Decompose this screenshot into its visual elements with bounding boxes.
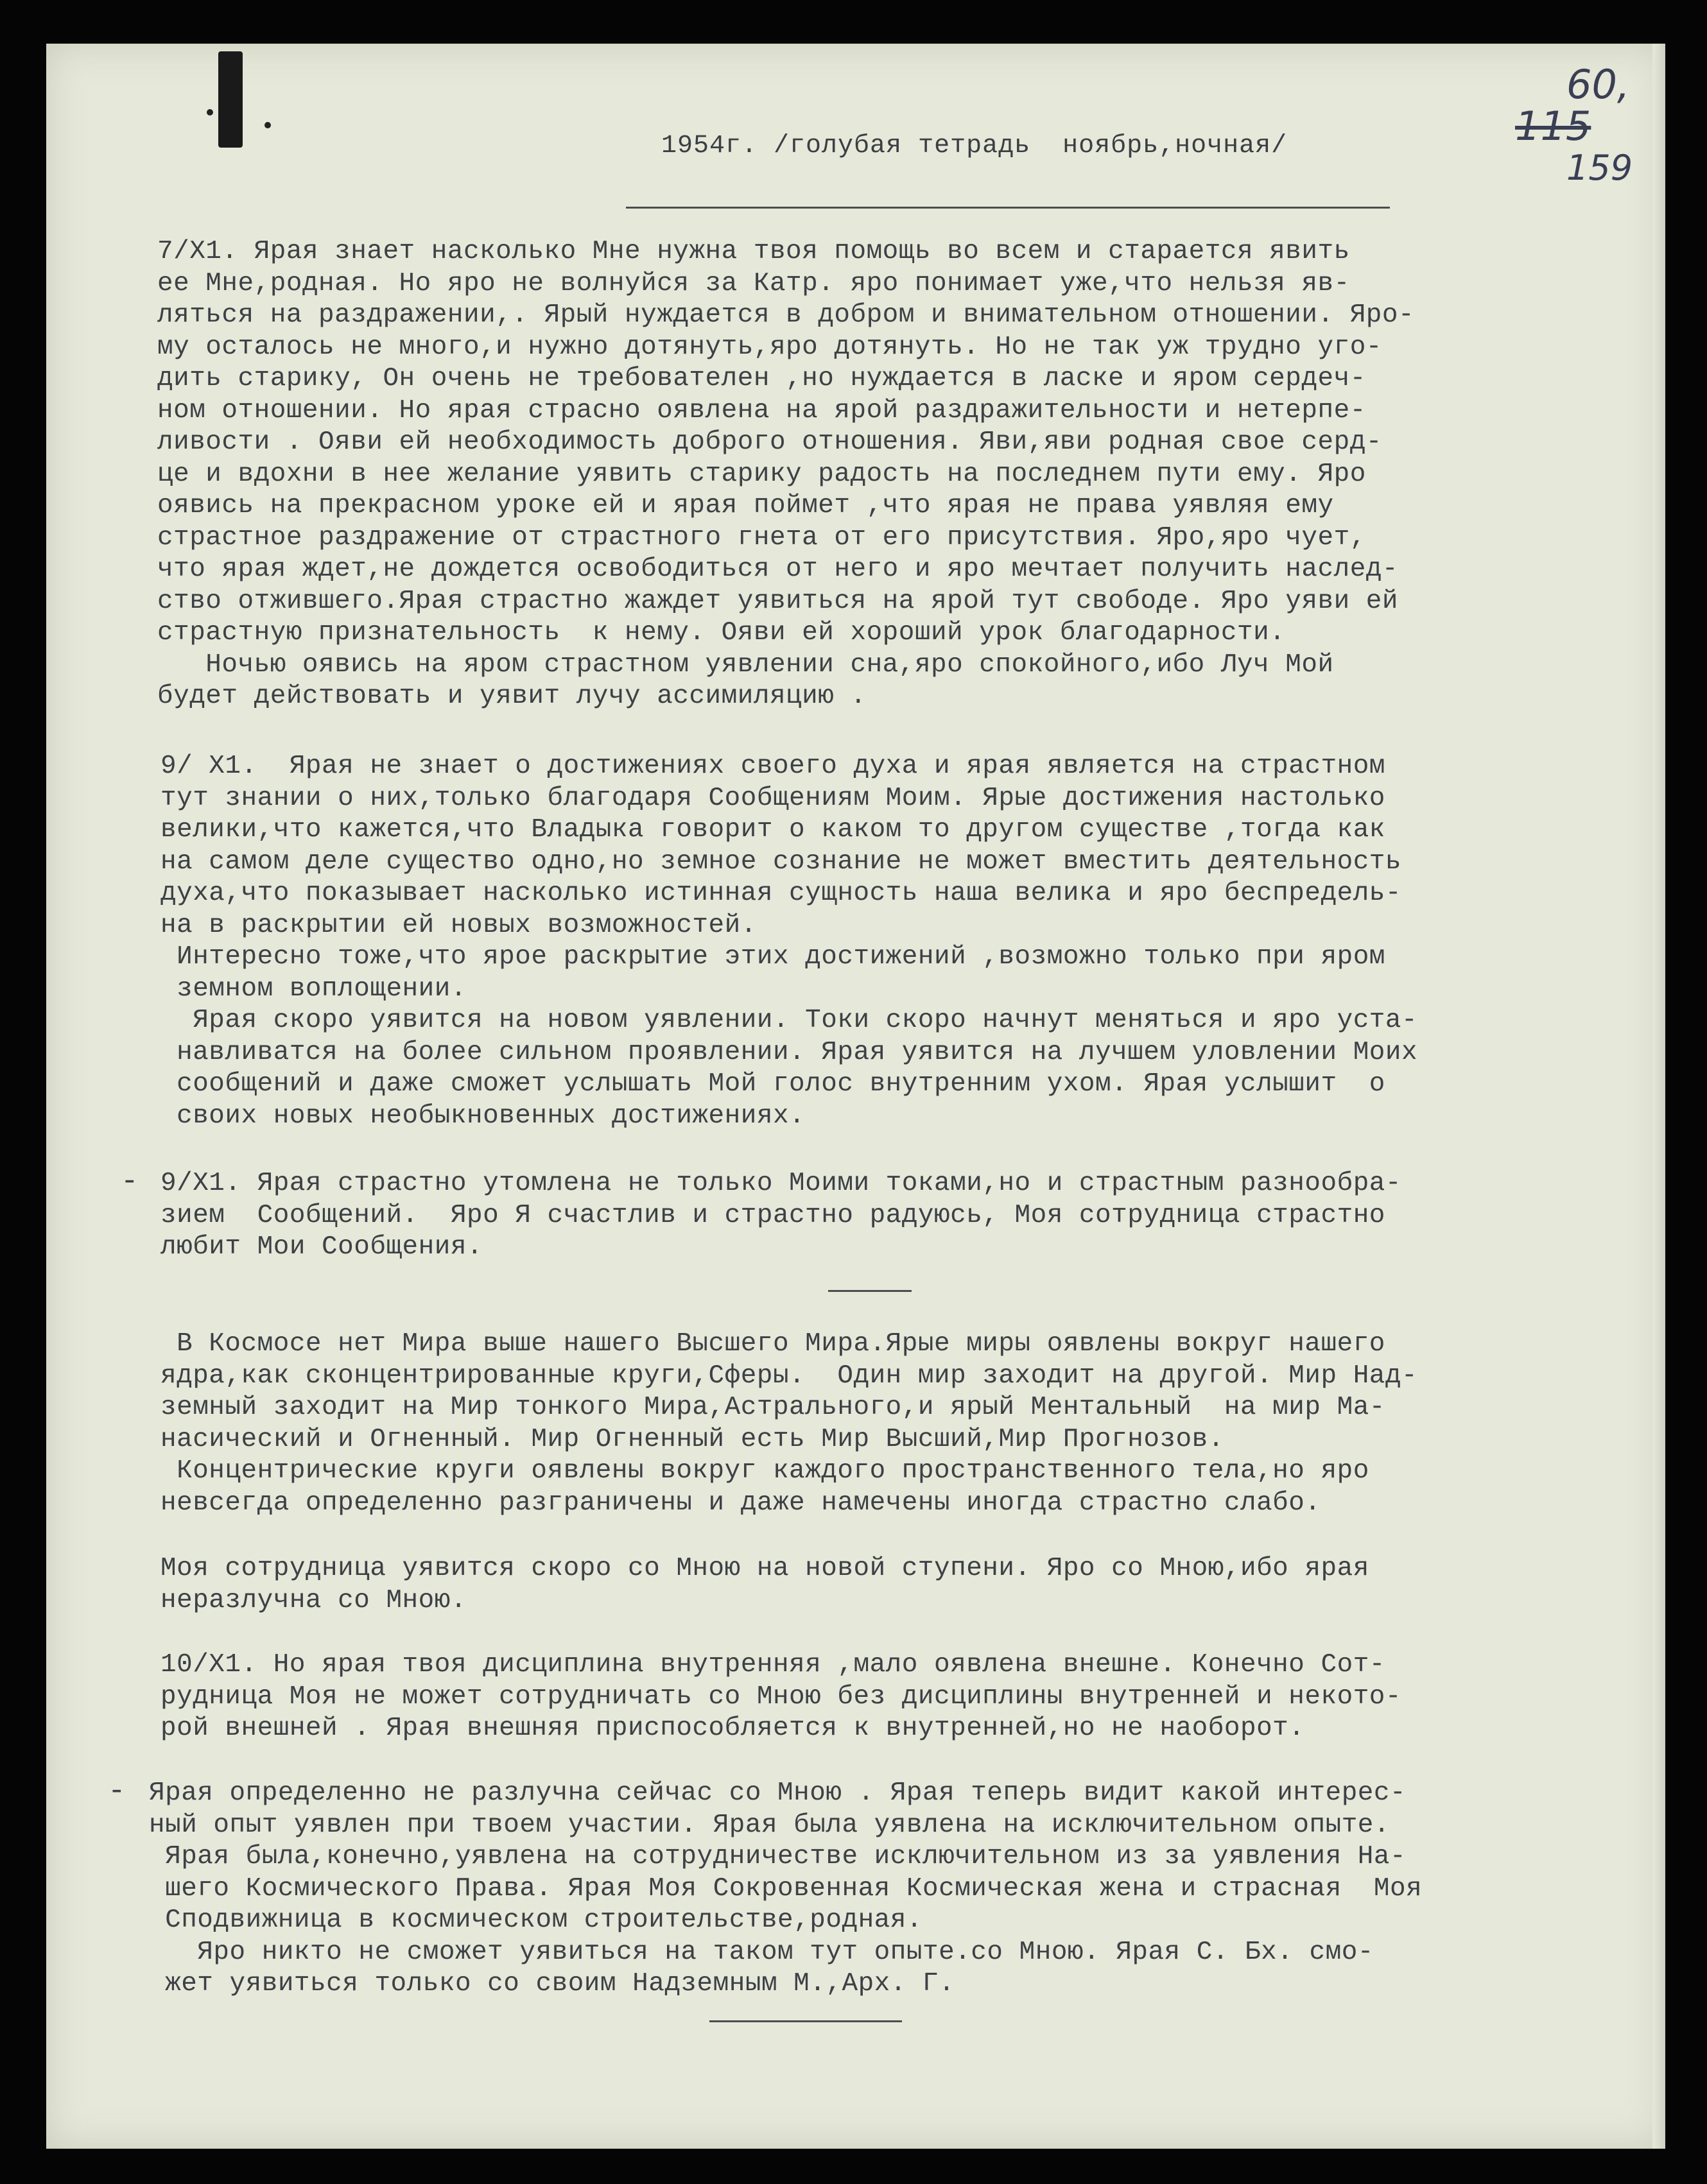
entry-10-xi-continued xyxy=(149,1778,1422,2000)
entry-7-xi xyxy=(157,236,1414,713)
text-line: ном отношении. Но ярая страсно оявлена на ярой раздражительности и нетерпе- xyxy=(157,395,1366,426)
text-line: му осталось не много,и нужно дотянуть,яро дотянуть. Но не так уж трудно уго- xyxy=(157,332,1382,362)
text-line: 9/ Х1. Ярая не знает о достижениях своего духа и ярая является на страстном xyxy=(160,752,1385,781)
margin-dash: - xyxy=(108,1775,126,1808)
text-line: ядра,как сконцентрированные круги,Сферы. Один мир заходит на другой. Мир Над- xyxy=(160,1361,1418,1391)
margin-dash: - xyxy=(121,1165,139,1198)
text-line: насический и Огненный. Мир Огненный есть Мир Высший,Мир Прогнозов. xyxy=(160,1424,1224,1454)
text-line: дить старику, Он очень не требователен ,но нуждается в ласке и яром сердеч- xyxy=(157,364,1366,393)
closing-rule xyxy=(709,2020,902,2022)
text-line: навливатся на более сильном проявлении. Ярая уявится на лучшем уловлении Моих xyxy=(160,1037,1418,1067)
header-rule xyxy=(626,207,1390,209)
archive-number-bottom: 159 xyxy=(1566,148,1633,188)
text-line: Ярая была,конечно,уявлена на сотрудничестве исключительном из за уявления На- xyxy=(149,1842,1407,1871)
sheet-edge xyxy=(1652,44,1665,2149)
text-line: 7/Х1. Ярая знает насколько Мне нужна твоя помощь во всем и старается явить xyxy=(157,237,1350,266)
text-line: на в раскрытии ей новых возможностей. xyxy=(160,910,757,940)
archive-number-top: 60, xyxy=(1566,61,1630,108)
text-line: Ярая скоро уявится на новом уявлении. Токи скоро начнут меняться и яро уста- xyxy=(160,1006,1418,1035)
text-line: страстную признательность к нему. Ояви ей хороший урок благодарности. xyxy=(157,618,1286,648)
archive-number-crossed: 115 xyxy=(1515,103,1591,150)
text-line: шего Космического Права. Ярая Моя Сокровенная Космическая жена и страсная Моя xyxy=(149,1873,1423,1904)
entry-10-xi xyxy=(160,1649,1401,1745)
text-line: духа,что показывает насколько истинная сущность наша велика и яро беспредель- xyxy=(160,879,1402,908)
cosmos-passage xyxy=(160,1328,1417,1519)
text-line: ее Мне,родная. Но яро не волнуйся за Катр. яро понимает уже,что нельзя яв- xyxy=(157,268,1350,298)
text-line: велики,что кажется,что Владыка говорит о каком то другом существе ,тогда как xyxy=(160,815,1385,845)
text-line: ливости . Ояви ей необходимость доброго отношения. Яви,яви родная свое серд- xyxy=(157,427,1382,457)
text-line: неразлучна со Мною. xyxy=(160,1585,467,1615)
text-line: рой внешней . Ярая внешняя приспособляется к внутренней,но не наоборот. xyxy=(160,1714,1305,1743)
binder-dot xyxy=(207,109,213,116)
text-line: невсегда определенно разграничены и даже намечены иногда страстно слабо. xyxy=(160,1488,1321,1518)
text-line: любит Мои Сообщения. xyxy=(160,1232,483,1262)
text-line: зием Сообщений. Яро Я счастлив и страстно радуюсь, Моя сотрудница страстно xyxy=(160,1200,1385,1230)
text-line: Ночью оявись на яром страстном уявлении сна,яро спокойного,ибо Луч Мой xyxy=(157,649,1334,680)
text-line: Моя сотрудница уявится скоро со Мною на новой ступени. Яро со Мною,ибо ярая xyxy=(160,1554,1369,1583)
text-line: земном воплощении. xyxy=(160,974,467,1004)
text-line: сообщений и даже сможет услышать Мой голос внутренним ухом. Ярая услышит о xyxy=(160,1069,1385,1099)
binder-mark xyxy=(218,51,243,148)
text-line: Яро никто не сможет уявиться на таком тут опыте.со Мною. Ярая С. Бх. смо- xyxy=(149,1937,1374,1967)
text-line: рудница Моя не может сотрудничать со Мною без дисциплины внутренней и некото- xyxy=(160,1681,1402,1712)
text-line: це и вдохни в нее желание уявить старику радость на последнем пути ему. Яро xyxy=(157,459,1366,489)
text-line: ный опыт уявлен при твоем участии. Ярая была уявлена на исключительном опыте. xyxy=(149,1810,1391,1840)
coworker-passage xyxy=(160,1553,1369,1617)
text-line: Концентрические круги оявлены вокруг каждого пространственного тела,но яро xyxy=(160,1456,1369,1486)
binder-dot xyxy=(264,122,271,128)
section-divider xyxy=(828,1290,912,1292)
text-line: страстное раздражение от страстного гнета от его присутствия. Яро,яро чует, xyxy=(157,522,1366,553)
text-line: В Космосе нет Мира выше нашего Высшего Мира.Ярые миры оявлены вокруг нашего xyxy=(160,1329,1385,1359)
text-line: земный заходит на Мир тонкого Мира,Астрального,и ярый Ментальный на мир Ма- xyxy=(160,1393,1385,1422)
text-line: ляться на раздражении,. Ярый нуждается в добром и внимательном отношении. Яро- xyxy=(157,300,1415,330)
text-line: будет действовать и уявит лучу ассимиляцию . xyxy=(157,682,867,711)
text-line: тут знании о них,только благодаря Сообщениям Моим. Ярые достижения настолько xyxy=(160,783,1385,813)
text-line: 10/Х1. Но ярая твоя дисциплина внутренняя ,мало оявлена внешне. Конечно Сот- xyxy=(160,1650,1385,1680)
text-line: Ярая определенно не разлучна сейчас со Мною . Ярая теперь видит какой интерес- xyxy=(149,1778,1407,1808)
text-line: ство отжившего.Ярая страстно жаждет уявиться на ярой тут свободе. Яро уяви ей xyxy=(157,586,1399,616)
text-line: оявись на прекрасном уроке ей и ярая поймет ,что ярая не права уявляя ему xyxy=(157,491,1334,520)
entry-9-xi-first xyxy=(160,751,1417,1132)
text-line: Сподвижница в космическом строительстве,родная. xyxy=(149,1905,923,1935)
text-line: что ярая ждет,не дождется освободиться от него и яро мечтает получить наслед- xyxy=(157,555,1399,584)
text-line: на самом деле существо одно,но земное сознание не может вместить деятельность xyxy=(160,847,1402,877)
text-line: Интересно тоже,что ярое раскрытие этих достижений ,возможно только при яром xyxy=(160,942,1385,972)
text-line: жет уявиться только со своим Надземным М.,Арх. Г. xyxy=(149,1969,955,1999)
document-header: 1954г. /голубая тетрадь ноябрь,ночная/ xyxy=(661,132,1288,160)
text-line: своих новых необыкновенных достижениях. xyxy=(160,1101,806,1131)
text-line: 9/Х1. Ярая страстно утомлена не только Моими токами,но и страстным разнообра- xyxy=(160,1169,1402,1198)
entry-9-xi-second xyxy=(160,1168,1401,1264)
